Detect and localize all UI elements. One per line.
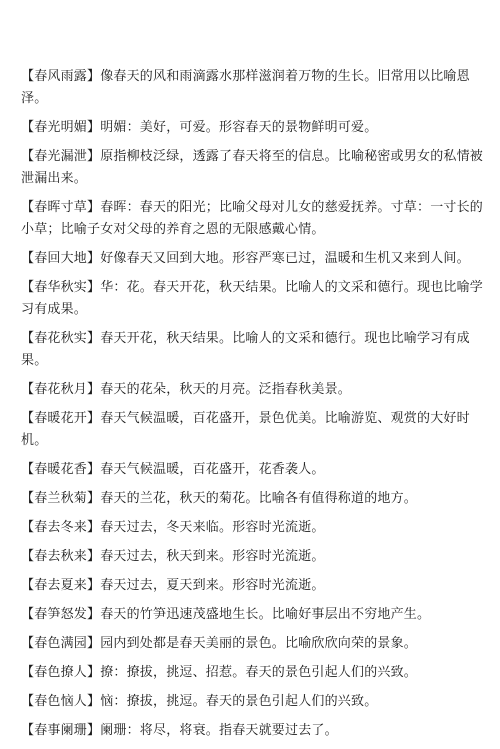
idiom-list bbox=[21, 66, 483, 749]
idiom-definition: 春天开花，秋天结果。比喻人的文采和德行。现也比喻学习有成果。 bbox=[21, 331, 470, 368]
idiom-term: 【春暖花香】 bbox=[21, 462, 101, 477]
idiom-entry bbox=[21, 720, 483, 742]
idiom-entry bbox=[21, 575, 483, 597]
idiom-entry bbox=[21, 604, 483, 626]
idiom-entry bbox=[21, 379, 483, 401]
idiom-entry bbox=[21, 459, 483, 481]
idiom-definition: 春天的竹笋迅速茂盛地生长。比喻好事层出不穷地产生。 bbox=[100, 607, 431, 622]
idiom-term: 【春去夏来】 bbox=[21, 578, 101, 593]
idiom-entry bbox=[21, 146, 483, 190]
idiom-term: 【春暖花开】 bbox=[21, 411, 101, 426]
idiom-term: 【春色撩人】 bbox=[21, 665, 101, 680]
idiom-entry bbox=[21, 488, 483, 510]
idiom-term: 【春回大地】 bbox=[21, 251, 101, 266]
idiom-entry bbox=[21, 633, 483, 655]
idiom-term: 【春笋怒发】 bbox=[21, 607, 101, 622]
idiom-entry bbox=[21, 517, 483, 539]
idiom-definition: 华：花。春天开花，秋天结果。比喻人的文采和德行。现也比喻学习有成果。 bbox=[21, 280, 484, 317]
idiom-term: 【春晖寸草】 bbox=[21, 200, 101, 215]
idiom-term: 【春去冬来】 bbox=[21, 520, 101, 535]
idiom-definition: 原指柳枝泛绿，透露了春天将至的信息。比喻秘密或男女的私情被泄漏出来。 bbox=[21, 149, 484, 186]
idiom-definition: 撩：撩拔，挑逗、招惹。春天的景色引起人们的兴致。 bbox=[100, 665, 418, 680]
idiom-definition: 春天的兰花，秋天的菊花。比喻各有值得称道的地方。 bbox=[100, 491, 418, 506]
idiom-term: 【春光漏泄】 bbox=[21, 149, 101, 164]
idiom-entry bbox=[21, 328, 483, 372]
idiom-entry bbox=[21, 691, 483, 713]
idiom-term: 【春花秋月】 bbox=[21, 382, 101, 397]
idiom-entry bbox=[21, 197, 483, 241]
idiom-definition: 恼：撩拔，挑逗。春天的景色引起人们的兴致。 bbox=[100, 694, 378, 709]
idiom-definition: 春天过去，夏天到来。形容时光流逝。 bbox=[100, 578, 325, 593]
idiom-definition: 像春天的风和雨滴露水那样滋润着万物的生长。旧常用以比喻恩泽。 bbox=[21, 69, 470, 106]
idiom-definition: 春天过去，冬天来临。形容时光流逝。 bbox=[100, 520, 325, 535]
idiom-entry bbox=[21, 66, 483, 110]
idiom-definition: 春天过去，秋天到来。形容时光流逝。 bbox=[100, 549, 325, 564]
idiom-term: 【春兰秋菊】 bbox=[21, 491, 101, 506]
idiom-term: 【春事阑珊】 bbox=[21, 723, 101, 738]
idiom-definition: 春晖：春天的阳光；比喻父母对儿女的慈爱抚养。寸草：一寸长的小草；比喻子女对父母的养育之恩的无限感戴心情。 bbox=[21, 200, 484, 237]
idiom-definition: 春天气候温暖，百花盛开，景色优美。比喻游览、观赏的大好时机。 bbox=[21, 411, 470, 448]
idiom-entry bbox=[21, 408, 483, 452]
idiom-definition: 明媚：美好，可爱。形容春天的景物鲜明可爱。 bbox=[100, 120, 378, 135]
idiom-term: 【春去秋来】 bbox=[21, 549, 101, 564]
idiom-definition: 春天的花朵，秋天的月亮。泛指春秋美景。 bbox=[100, 382, 352, 397]
idiom-entry bbox=[21, 546, 483, 568]
idiom-definition: 阑珊：将尽，将衰。指春天就要过去了。 bbox=[100, 723, 338, 738]
idiom-entry bbox=[21, 277, 483, 321]
idiom-term: 【春风雨露】 bbox=[21, 69, 101, 84]
idiom-term: 【春色恼人】 bbox=[21, 694, 101, 709]
idiom-entry bbox=[21, 248, 483, 270]
idiom-entry bbox=[21, 662, 483, 684]
idiom-definition: 园内到处都是春天美丽的景色。比喻欣欣向荣的景象。 bbox=[100, 636, 418, 651]
idiom-definition: 好像春天又回到大地。形容严寒已过，温暖和生机又来到人间。 bbox=[100, 251, 470, 266]
idiom-term: 【春华秋实】 bbox=[21, 280, 101, 295]
idiom-term: 【春色满园】 bbox=[21, 636, 101, 651]
idiom-term: 【春光明媚】 bbox=[21, 120, 101, 135]
idiom-term: 【春花秋实】 bbox=[21, 331, 101, 346]
idiom-definition: 春天气候温暖，百花盛开，花香袭人。 bbox=[100, 462, 325, 477]
idiom-entry bbox=[21, 117, 483, 139]
